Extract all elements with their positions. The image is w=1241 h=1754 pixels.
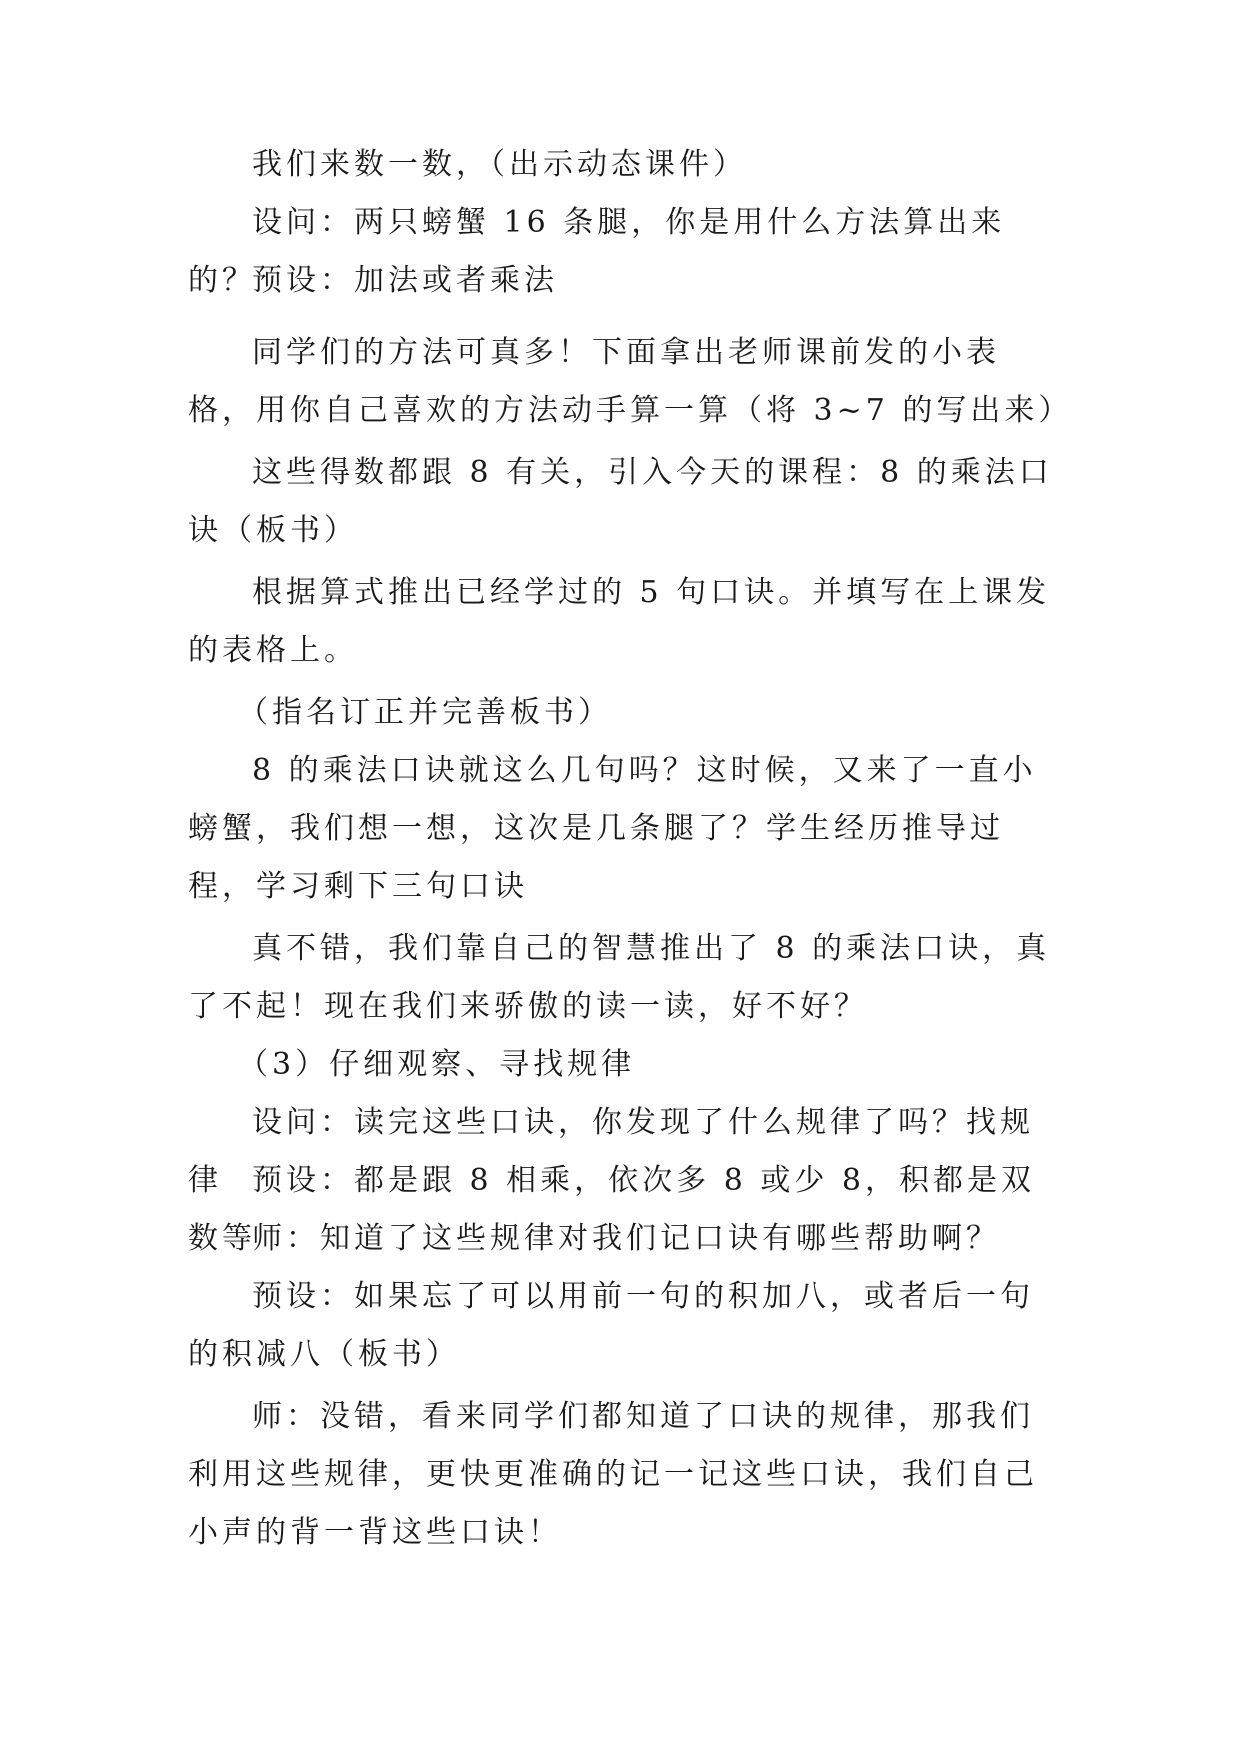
paragraph-preset-methods: 预设：加法或者乘法 <box>252 263 558 298</box>
paragraph-worksheet: 同学们的方法可真多！下面拿出老师课前发的小表格，用你自己喜欢的方法动手算一算（将 3~7 的写出来） <box>188 335 1073 428</box>
paragraph-teacher-help: 师：知道了这些规律对我们记口诀有哪些帮助啊？ <box>252 1221 1000 1256</box>
paragraph-praise: 真不错，我们靠自己的智慧推出了 8 的乘法口诀，真了不起！现在我们来骄傲的读一读，好不好？ <box>188 931 1051 1024</box>
paragraph-introduce-lesson: 这些得数都跟 8 有关，引入今天的课程：8 的乘法口诀（板书） <box>188 455 1053 548</box>
paragraph-derive-rhymes: 根据算式推出已经学过的 5 句口诀。并填写在上课发的表格上。 <box>188 575 1051 668</box>
paragraph-count-crabs: 我们来数一数，（出示动态课件） <box>252 147 747 182</box>
paragraph-more-crabs: 8 的乘法口诀就这么几句吗？这时候，又来了一直小螃蟹，我们想一想，这次是几条腿了？学生经历推导过程，学习剩下三句口诀 <box>188 753 1037 904</box>
paragraph-preset-forget: 预设：如果忘了可以用前一句的积加八，或者后一句的积减八（板书） <box>188 1279 1034 1372</box>
paragraph-question-legs: 设问：两只螃蟹 16 条腿，你是用什么方法算出来的？ <box>188 205 1006 298</box>
section-heading-observe: （3）仔细观察、寻找规律 <box>238 1047 636 1082</box>
paragraph-correction: （指名订正并完善板书） <box>238 695 612 730</box>
paragraph-preset-pattern: 预设：都是跟 8 相乘，依次多 8 或少 8，积都是双数等 <box>188 1163 1035 1256</box>
paragraph-question-pattern: 设问：读完这些口诀，你发现了什么规律了吗？找规律 <box>188 1105 1034 1198</box>
paragraph-teacher-recite: 师：没错，看来同学们都知道了口诀的规律，那我们利用这些规律，更快更准确的记一记这些口诀，我们自己小声的背一背这些口诀！ <box>188 1399 1038 1550</box>
